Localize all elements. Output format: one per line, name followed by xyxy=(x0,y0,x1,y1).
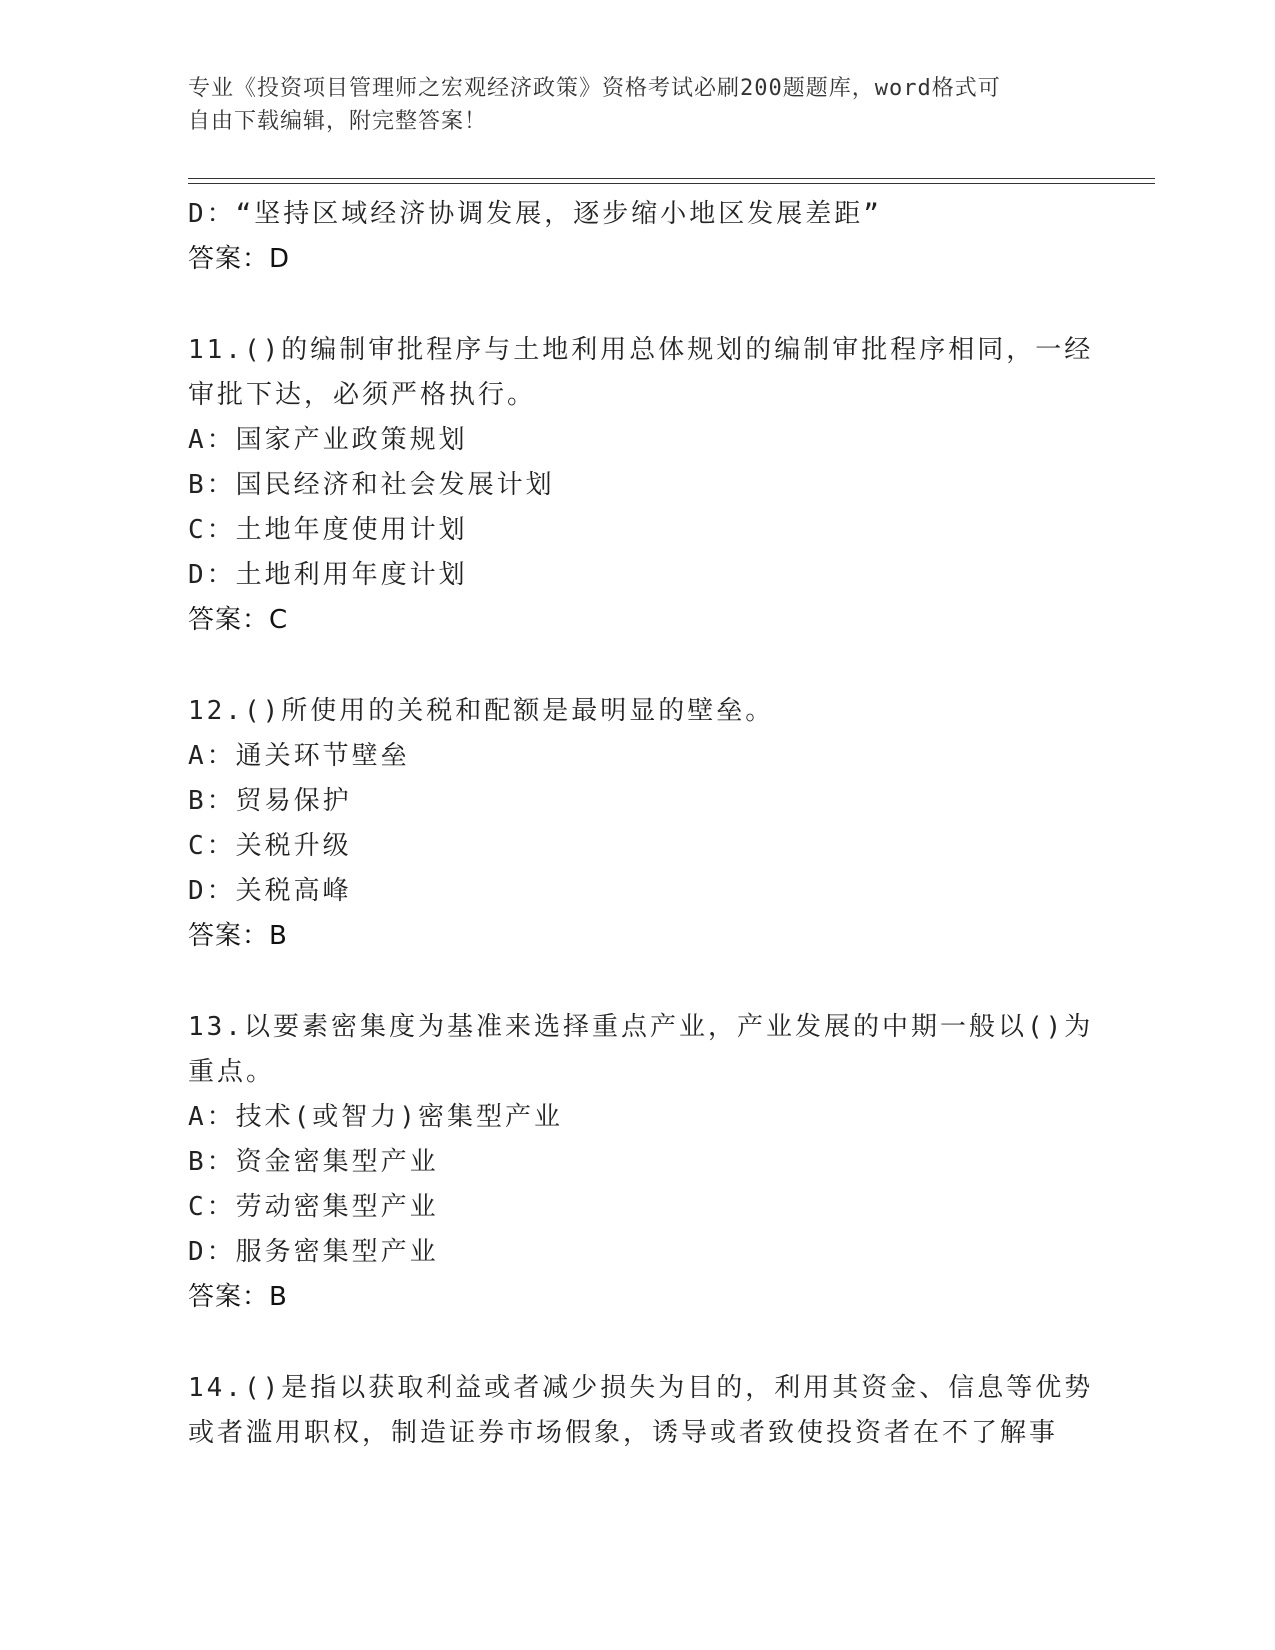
question-stem: 11.()的编制审批程序与土地利用总体规划的编制审批程序相同，一经 xyxy=(188,335,1094,365)
option-c: C：关税升级 xyxy=(188,831,352,861)
option-a: A：通关环节壁垒 xyxy=(188,741,410,771)
question-13 xyxy=(188,1005,1094,1320)
question-stem-continued: 或者滥用职权，制造证券市场假象，诱导或者致使投资者在不了解事 xyxy=(188,1418,1059,1448)
question-stem-continued: 重点。 xyxy=(188,1057,276,1087)
option-d: D：服务密集型产业 xyxy=(188,1237,439,1267)
option-b: B：国民经济和社会发展计划 xyxy=(188,470,555,500)
option-c: C：劳动密集型产业 xyxy=(188,1192,439,1222)
answer-line: 答案：C xyxy=(188,605,289,635)
page-header xyxy=(188,72,1068,138)
option-d: D：关税高峰 xyxy=(188,876,352,906)
header-rule-double xyxy=(188,183,1155,184)
answer-line: 答案：D xyxy=(188,244,291,274)
question-stem: 12.()所使用的关税和配额是最明显的壁垒。 xyxy=(188,696,775,726)
option-a: A：国家产业政策规划 xyxy=(188,425,468,455)
option-b: B：贸易保护 xyxy=(188,786,352,816)
previous-question-tail xyxy=(188,192,1088,282)
answer-line: 答案：B xyxy=(188,921,288,951)
header-rule xyxy=(188,178,1155,179)
option-b: B：资金密集型产业 xyxy=(188,1147,439,1177)
answer-line: 答案：B xyxy=(188,1282,288,1312)
header-line-2: 自由下载编辑，附完整答案！ xyxy=(188,109,488,134)
option-d: D：土地利用年度计划 xyxy=(188,560,468,590)
question-stem-continued: 审批下达，必须严格执行。 xyxy=(188,380,537,410)
header-line-1: 专业《投资项目管理师之宏观经济政策》资格考试必刷200题题库，word格式可 xyxy=(188,76,1001,101)
option-a: A：技术(或智力)密集型产业 xyxy=(188,1102,563,1132)
question-stem: 14.()是指以获取利益或者减少损失为目的，利用其资金、信息等优势 xyxy=(188,1373,1094,1403)
option-d: D：“坚持区域经济协调发展，逐步缩小地区发展差距” xyxy=(188,199,882,229)
question-12 xyxy=(188,689,1088,959)
option-c: C：土地年度使用计划 xyxy=(188,515,468,545)
question-11 xyxy=(188,328,1094,643)
question-content xyxy=(188,192,1094,1456)
question-stem: 13.以要素密集度为基准来选择重点产业，产业发展的中期一般以()为 xyxy=(188,1012,1094,1042)
question-14 xyxy=(188,1366,1094,1456)
